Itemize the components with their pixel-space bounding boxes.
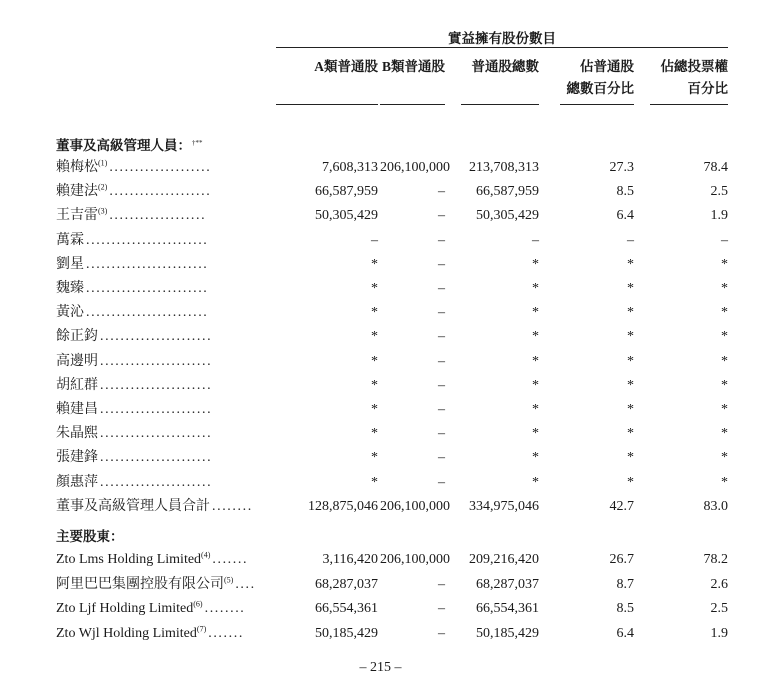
leader-dots: ........................ <box>86 256 209 272</box>
column-header-class-b: B類普通股 <box>381 59 445 74</box>
column-rule-total-shares <box>461 104 539 105</box>
class-b-shares-cell: – <box>438 426 445 442</box>
pct-of-votes-cell: * <box>721 281 728 296</box>
leader-dots: ........................ <box>86 281 209 296</box>
holder-name: 朱晶熙 <box>56 426 98 442</box>
table-row <box>0 495 761 519</box>
column-header-total-shares: 普通股總數 <box>471 59 539 74</box>
footnote-ref: (1) <box>98 158 108 168</box>
holder-name: 賴梅松 <box>56 160 98 175</box>
holder-name: 王吉雷 <box>56 208 98 224</box>
row-name <box>56 374 260 398</box>
holder-name: 阿里巴巴集團控股有限公司 <box>56 576 224 592</box>
column-rule-class-a <box>276 104 378 105</box>
row-name <box>56 422 260 446</box>
total-shares-cell: 66,554,361 <box>476 601 539 616</box>
pct-of-shares-cell: * <box>627 402 634 417</box>
row-name <box>56 350 260 374</box>
class-a-shares-cell: 128,875,046 <box>308 498 378 514</box>
pct-of-shares-cell: 6.4 <box>616 625 634 641</box>
total-shares-cell: * <box>532 256 539 272</box>
row-name <box>56 471 260 495</box>
column-rule-pct-shares <box>560 104 634 105</box>
leader-dots: ...................... <box>100 450 213 466</box>
class-a-shares-cell: * <box>371 474 378 490</box>
holder-name: 高邊明 <box>56 353 98 369</box>
table-row <box>0 180 761 204</box>
holder-name: 賴建法 <box>56 184 98 200</box>
holder-name: 萬霖 <box>56 232 84 248</box>
group-header-rule <box>276 47 728 48</box>
holder-name: 胡紅群 <box>56 377 98 393</box>
column-rule-pct-votes <box>650 104 728 105</box>
row-name <box>56 156 260 180</box>
class-a-shares-cell: 7,608,313 <box>322 160 378 175</box>
class-b-shares-cell: – <box>438 256 445 272</box>
class-a-shares-cell: 50,305,429 <box>315 208 378 224</box>
class-b-shares-cell: 206,100,000 <box>380 552 450 567</box>
class-a-shares-cell: * <box>371 402 378 417</box>
total-shares-cell: 334,975,046 <box>469 498 539 514</box>
pct-of-shares-cell: 27.3 <box>609 160 634 175</box>
class-a-shares-cell: * <box>371 426 378 442</box>
pct-of-shares-cell: 6.4 <box>616 208 634 224</box>
pct-of-shares-cell: * <box>627 281 634 296</box>
pct-of-shares-cell: * <box>627 474 634 490</box>
leader-dots: ........................ <box>86 232 209 248</box>
holder-name: 賴建昌 <box>56 402 98 417</box>
leader-dots: ....... <box>208 625 244 641</box>
class-a-shares-cell: 3,116,420 <box>322 552 378 567</box>
table-row <box>0 156 761 180</box>
total-shares-cell: 50,185,429 <box>476 625 539 641</box>
class-b-shares-cell: – <box>438 208 445 224</box>
class-b-shares-cell: – <box>438 625 445 641</box>
footnote-ref: (4) <box>201 550 211 560</box>
class-b-shares-cell: – <box>438 353 445 369</box>
pct-of-votes-cell: * <box>721 450 728 466</box>
pct-of-votes-cell: 1.9 <box>710 625 728 641</box>
row-name <box>56 277 260 301</box>
pct-of-shares-cell: 8.7 <box>616 576 634 592</box>
leader-dots: ...................... <box>100 426 213 442</box>
column-header-pct-votes: 佔總投票權 百分比 <box>660 59 728 96</box>
pct-of-votes-cell: * <box>721 256 728 272</box>
leader-dots: .................... <box>109 160 212 175</box>
total-shares-cell: * <box>532 450 539 466</box>
leader-dots: ....... <box>212 552 249 567</box>
total-shares-cell: * <box>532 329 539 345</box>
pct-of-votes-cell: * <box>721 402 728 417</box>
footnote-ref: (3) <box>98 206 108 216</box>
leader-dots: ...................... <box>100 329 213 345</box>
pct-of-shares-cell: 26.7 <box>609 552 634 567</box>
page-number: – 215 – <box>359 660 402 675</box>
holder-name: 劉星 <box>56 256 84 272</box>
class-b-shares-cell: – <box>438 576 445 592</box>
class-b-shares-cell: – <box>438 402 445 417</box>
group-header-title: 實益擁有股份數目 <box>448 31 556 46</box>
holder-name: 顏惠萍 <box>56 474 98 490</box>
class-b-shares-cell: – <box>438 450 445 466</box>
class-b-shares-cell: 206,100,000 <box>380 498 450 514</box>
section-title-directors: 董事及高級管理人員：†** <box>56 138 203 153</box>
total-shares-cell: * <box>532 305 539 321</box>
row-name <box>56 229 260 253</box>
leader-dots: ...................... <box>100 474 213 490</box>
table-row <box>0 350 761 374</box>
class-a-shares-cell: * <box>371 281 378 296</box>
total-shares-cell: 209,216,420 <box>469 552 539 567</box>
leader-dots: ........ <box>204 601 246 616</box>
pct-of-votes-cell: * <box>721 377 728 393</box>
class-b-shares-cell: – <box>438 305 445 321</box>
table-row <box>0 573 761 597</box>
leader-dots: ........................ <box>86 305 209 321</box>
holder-name: 張建鋒 <box>56 450 98 466</box>
pct-of-shares-cell: 42.7 <box>609 498 634 514</box>
pct-of-votes-cell: * <box>721 305 728 321</box>
total-shares-cell: * <box>532 474 539 490</box>
class-a-shares-cell: * <box>371 377 378 393</box>
pct-of-votes-cell: * <box>721 426 728 442</box>
class-a-shares-cell: * <box>371 329 378 345</box>
total-shares-cell: * <box>532 281 539 296</box>
row-name <box>56 204 260 228</box>
row-name <box>56 622 260 646</box>
class-b-shares-cell: – <box>438 474 445 490</box>
class-a-shares-cell: * <box>371 450 378 466</box>
pct-of-shares-cell: * <box>627 426 634 442</box>
leader-dots: ...................... <box>100 353 213 369</box>
class-b-shares-cell: – <box>438 377 445 393</box>
total-shares-cell: * <box>532 402 539 417</box>
table-row <box>0 471 761 495</box>
class-b-shares-cell: 206,100,000 <box>380 160 450 175</box>
pct-of-shares-cell: * <box>627 305 634 321</box>
pct-of-votes-cell: 2.5 <box>710 184 728 200</box>
pct-of-votes-cell: * <box>721 353 728 369</box>
total-shares-cell: 213,708,313 <box>469 160 539 175</box>
table-row <box>0 301 761 325</box>
section-title-shareholders: 主要股東： <box>56 529 124 544</box>
row-name <box>56 548 260 572</box>
row-name <box>56 301 260 325</box>
table-row <box>0 204 761 228</box>
leader-dots: ...................... <box>100 377 213 393</box>
footnote-ref: (2) <box>98 182 108 192</box>
row-name <box>56 398 260 422</box>
holder-name: 董事及高級管理人員合計 <box>56 498 210 514</box>
class-a-shares-cell: 66,554,361 <box>315 601 378 616</box>
class-a-shares-cell: – <box>371 232 378 248</box>
footnote-ref: (6) <box>193 599 203 609</box>
pct-of-shares-cell: * <box>627 450 634 466</box>
class-b-shares-cell: – <box>438 281 445 296</box>
class-a-shares-cell: * <box>371 353 378 369</box>
class-a-shares-cell: 66,587,959 <box>315 184 378 200</box>
leader-dots: ................... <box>109 208 207 224</box>
pct-of-shares-cell: * <box>627 377 634 393</box>
class-a-shares-cell: * <box>371 256 378 272</box>
pct-of-votes-cell: – <box>721 232 728 248</box>
footnote-ref: (5) <box>224 574 234 584</box>
total-shares-cell: 68,287,037 <box>476 576 539 592</box>
pct-of-votes-cell: 83.0 <box>703 498 728 514</box>
footnote-ref: (7) <box>196 623 207 633</box>
pct-of-votes-cell: 78.2 <box>703 552 728 567</box>
row-name <box>56 573 260 597</box>
pct-of-votes-cell: 1.9 <box>710 208 728 224</box>
table-row <box>0 422 761 446</box>
total-shares-cell: * <box>532 377 539 393</box>
row-name <box>56 325 260 349</box>
pct-of-shares-cell: – <box>627 232 634 248</box>
class-a-shares-cell: * <box>371 305 378 321</box>
holder-name: 餘正鈞 <box>56 329 98 345</box>
class-a-shares-cell: 50,185,429 <box>315 625 378 641</box>
table-row <box>0 229 761 253</box>
pct-of-shares-cell: 8.5 <box>616 601 634 616</box>
class-b-shares-cell: – <box>438 601 445 616</box>
pct-of-votes-cell: 2.5 <box>710 601 728 616</box>
leader-dots: .................... <box>109 184 212 200</box>
table-row <box>0 398 761 422</box>
total-shares-cell: 66,587,959 <box>476 184 539 200</box>
table-row <box>0 597 761 621</box>
holder-name: 黃沁 <box>56 305 84 321</box>
table-row <box>0 253 761 277</box>
column-header-class-a: A類普通股 <box>314 59 378 74</box>
holder-name: 魏臻 <box>56 281 84 296</box>
leader-dots: ........ <box>212 498 253 514</box>
pct-of-shares-cell: * <box>627 256 634 272</box>
leader-dots: .... <box>235 576 256 592</box>
class-b-shares-cell: – <box>438 329 445 345</box>
total-shares-cell: * <box>532 353 539 369</box>
column-header-pct-shares: 佔普通股 總數百分比 <box>566 59 634 96</box>
class-b-shares-cell: – <box>438 184 445 200</box>
pct-of-shares-cell: 8.5 <box>616 184 634 200</box>
holder-name: Zto Wjl Holding Limited <box>56 625 197 641</box>
row-name <box>56 446 260 470</box>
table-row <box>0 374 761 398</box>
total-shares-cell: 50,305,429 <box>476 208 539 224</box>
column-rule-class-b <box>380 104 445 105</box>
leader-dots: ...................... <box>100 402 213 417</box>
holder-name: Zto Ljf Holding Limited <box>56 601 194 616</box>
row-name <box>56 253 260 277</box>
class-a-shares-cell: 68,287,037 <box>315 576 378 592</box>
table-row <box>0 325 761 349</box>
class-b-shares-cell: – <box>438 232 445 248</box>
holder-name: Zto Lms Holding Limited <box>56 552 202 567</box>
table-row <box>0 446 761 470</box>
pct-of-votes-cell: 2.6 <box>710 576 728 592</box>
pct-of-votes-cell: 78.4 <box>703 160 728 175</box>
total-shares-cell: * <box>532 426 539 442</box>
pct-of-shares-cell: * <box>627 329 634 345</box>
pct-of-votes-cell: * <box>721 329 728 345</box>
table-row <box>0 548 761 572</box>
pct-of-shares-cell: * <box>627 353 634 369</box>
row-name <box>56 597 260 621</box>
pct-of-votes-cell: * <box>721 474 728 490</box>
row-name <box>56 180 260 204</box>
total-shares-cell: – <box>532 232 539 248</box>
row-name <box>56 495 260 519</box>
table-row <box>0 277 761 301</box>
table-row <box>0 622 761 646</box>
